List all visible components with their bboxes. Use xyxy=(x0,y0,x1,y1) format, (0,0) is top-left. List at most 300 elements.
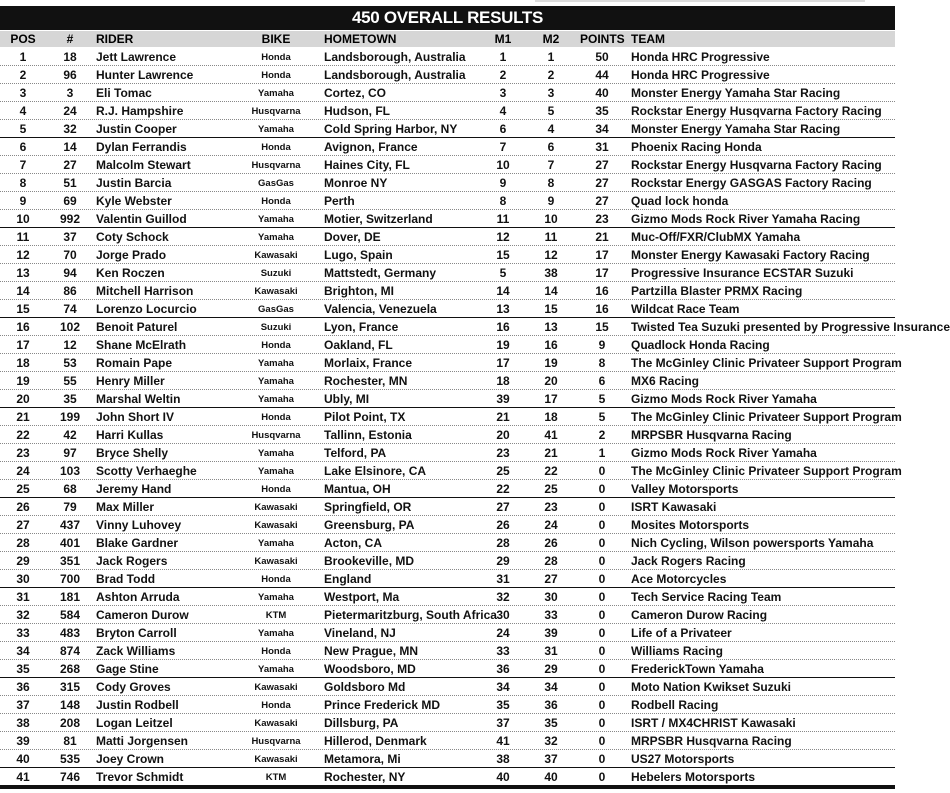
cell-rider: Justin Rodbell xyxy=(96,698,179,712)
cell-number: 268 xyxy=(59,662,81,676)
cell-pos: 7 xyxy=(19,158,27,172)
table-row xyxy=(0,642,895,660)
cell-pos: 4 xyxy=(19,104,27,118)
cell-points: 1 xyxy=(598,446,606,460)
cell-bike: Honda xyxy=(261,340,291,351)
table-row xyxy=(0,390,895,408)
cell-bike: Husqvarna xyxy=(251,106,301,117)
cell-pos: 14 xyxy=(16,284,30,298)
cell-team: Tech Service Racing Team xyxy=(631,590,782,604)
cell-m1: 40 xyxy=(496,770,510,784)
cell-hometown: Rochester, MN xyxy=(324,374,408,388)
cell-number: 700 xyxy=(59,572,81,586)
header-rider: RIDER xyxy=(96,32,134,46)
cell-number: 24 xyxy=(63,104,77,118)
cell-m1: 23 xyxy=(496,446,510,460)
cell-m2: 2 xyxy=(547,68,555,82)
cell-pos: 23 xyxy=(16,446,30,460)
cell-m1: 15 xyxy=(496,248,510,262)
cell-m2: 4 xyxy=(547,122,555,136)
cell-number: 81 xyxy=(63,734,77,748)
cell-m2: 29 xyxy=(544,662,558,676)
cell-points: 2 xyxy=(598,428,606,442)
cell-number: 32 xyxy=(63,122,77,136)
cell-team: Hebelers Motorsports xyxy=(631,770,756,784)
cell-number: 874 xyxy=(59,644,81,658)
cell-bike: KTM xyxy=(265,610,287,621)
cell-bike: Honda xyxy=(261,700,291,711)
cell-hometown: Motier, Switzerland xyxy=(324,212,433,226)
cell-points: 17 xyxy=(595,248,609,262)
cell-number: 27 xyxy=(63,158,77,172)
cell-m1: 32 xyxy=(496,590,510,604)
cell-m2: 7 xyxy=(547,158,555,172)
cell-team: The McGinley Clinic Privateer Support Program xyxy=(631,464,902,478)
cell-pos: 24 xyxy=(16,464,30,478)
cell-points: 0 xyxy=(598,536,606,550)
cell-team: US27 Motorsports xyxy=(631,752,735,766)
cell-number: 37 xyxy=(63,230,77,244)
page-title: 450 OVERALL RESULTS xyxy=(351,8,544,27)
cell-m2: 20 xyxy=(544,374,558,388)
cell-points: 0 xyxy=(598,644,606,658)
cell-m1: 16 xyxy=(496,320,510,334)
cell-rider: Matti Jorgensen xyxy=(96,734,189,748)
cell-rider: Justin Cooper xyxy=(96,122,177,136)
cell-bike: Yamaha xyxy=(258,214,294,225)
cell-points: 0 xyxy=(598,572,606,586)
cell-m1: 26 xyxy=(496,518,510,532)
cell-m2: 8 xyxy=(547,176,555,190)
cell-team: Jack Rogers Racing xyxy=(631,554,746,568)
cell-pos: 29 xyxy=(16,554,30,568)
cell-team: Gizmo Mods Rock River Yamaha xyxy=(631,392,817,406)
cell-team: ISRT / MX4CHRIST Kawasaki xyxy=(631,716,796,730)
cell-hometown: Lake Elsinore, CA xyxy=(324,464,427,478)
cell-team: Quad lock honda xyxy=(631,194,729,208)
cell-number: 51 xyxy=(63,176,77,190)
table-row xyxy=(0,462,902,480)
cell-points: 27 xyxy=(595,194,609,208)
cell-pos: 21 xyxy=(16,410,30,424)
cell-points: 5 xyxy=(598,392,606,406)
cell-hometown: Pietermaritzburg, South Africa xyxy=(324,608,497,622)
cell-bike: Honda xyxy=(261,196,291,207)
cell-rider: Kyle Webster xyxy=(96,194,172,208)
table-row xyxy=(0,210,895,228)
cell-pos: 31 xyxy=(16,590,30,604)
cell-rider: Jorge Prado xyxy=(96,248,167,262)
cell-bike: Honda xyxy=(261,574,291,585)
cell-number: 86 xyxy=(63,284,77,298)
cell-points: 0 xyxy=(598,626,606,640)
cell-hometown: Goldsboro Md xyxy=(324,680,406,694)
cell-rider: Marshal Weltin xyxy=(96,392,181,406)
cell-m2: 13 xyxy=(544,320,558,334)
cell-team: Rodbell Racing xyxy=(631,698,719,712)
cell-hometown: Woodsboro, MD xyxy=(324,662,416,676)
cell-m2: 18 xyxy=(544,410,558,424)
cell-pos: 22 xyxy=(16,428,30,442)
table-row xyxy=(0,588,895,606)
cell-pos: 40 xyxy=(16,752,30,766)
cell-pos: 9 xyxy=(19,194,27,208)
table-row xyxy=(0,174,895,192)
cell-hometown: Mattstedt, Germany xyxy=(324,266,437,280)
cell-hometown: Morlaix, France xyxy=(324,356,413,370)
cell-m2: 41 xyxy=(544,428,558,442)
cell-bike: Yamaha xyxy=(258,124,294,135)
cell-hometown: Hillerod, Denmark xyxy=(324,734,427,748)
cell-m1: 9 xyxy=(499,176,507,190)
cell-rider: Gage Stine xyxy=(96,662,159,676)
table-row xyxy=(0,714,895,732)
cell-rider: Cameron Durow xyxy=(96,608,189,622)
cell-rider: Eli Tomac xyxy=(96,86,152,100)
cell-points: 0 xyxy=(598,662,606,676)
cell-bike: Suzuki xyxy=(260,322,292,333)
cell-points: 40 xyxy=(595,86,609,100)
cell-m1: 33 xyxy=(496,644,510,658)
cell-m1: 30 xyxy=(496,608,510,622)
cell-team: FrederickTown Yamaha xyxy=(631,662,764,676)
cell-m1: 39 xyxy=(496,392,510,406)
cell-rider: Cody Groves xyxy=(96,680,171,694)
cell-team: Progressive Insurance ECSTAR Suzuki xyxy=(631,266,854,280)
cell-number: 199 xyxy=(59,410,81,424)
cell-m2: 25 xyxy=(544,482,558,496)
cell-m2: 19 xyxy=(544,356,558,370)
cell-rider: Blake Gardner xyxy=(96,536,179,550)
cell-team: Monster Energy Yamaha Star Racing xyxy=(631,86,841,100)
cell-m1: 27 xyxy=(496,500,510,514)
title-bar xyxy=(0,6,895,30)
cell-rider: John Short IV xyxy=(96,410,174,424)
cell-m1: 38 xyxy=(496,752,510,766)
table-row xyxy=(0,768,895,786)
cell-m1: 22 xyxy=(496,482,510,496)
cell-m1: 5 xyxy=(499,266,507,280)
cell-m2: 32 xyxy=(544,734,558,748)
cell-bike: Honda xyxy=(261,52,291,63)
cell-bike: Honda xyxy=(261,70,291,81)
cell-bike: Husqvarna xyxy=(251,736,301,747)
cell-m2: 12 xyxy=(544,248,558,262)
cell-number: 96 xyxy=(63,68,77,82)
cell-bike: GasGas xyxy=(258,178,294,189)
cell-m1: 12 xyxy=(496,230,510,244)
cell-team: Ace Motorcycles xyxy=(631,572,727,586)
cell-points: 34 xyxy=(595,122,609,136)
cell-pos: 36 xyxy=(16,680,30,694)
cell-hometown: Telford, PA xyxy=(324,446,387,460)
cell-hometown: Prince Frederick MD xyxy=(324,698,441,712)
cell-pos: 12 xyxy=(16,248,30,262)
cell-m2: 5 xyxy=(547,104,555,118)
cell-rider: Lorenzo Locurcio xyxy=(96,302,197,316)
cell-team: Gizmo Mods Rock River Yamaha xyxy=(631,446,817,460)
table-row xyxy=(0,300,895,318)
cell-m2: 39 xyxy=(544,626,558,640)
cell-points: 0 xyxy=(598,734,606,748)
cell-pos: 33 xyxy=(16,626,30,640)
cell-team: Partzilla Blaster PRMX Racing xyxy=(631,284,803,298)
cell-bike: Yamaha xyxy=(258,592,294,603)
cell-m2: 35 xyxy=(544,716,558,730)
cell-pos: 35 xyxy=(16,662,30,676)
cell-team: Honda HRC Progressive xyxy=(631,50,770,64)
cell-number: 535 xyxy=(59,752,81,766)
table-row xyxy=(0,246,895,264)
cell-m2: 34 xyxy=(544,680,558,694)
cell-m2: 37 xyxy=(544,752,558,766)
cell-bike: Kawasaki xyxy=(254,718,298,729)
table-row xyxy=(0,318,950,336)
cell-number: 70 xyxy=(63,248,77,262)
cell-m2: 22 xyxy=(544,464,558,478)
cell-m2: 38 xyxy=(544,266,558,280)
cell-m2: 10 xyxy=(544,212,558,226)
cell-rider: Brad Todd xyxy=(96,572,156,586)
cell-team: Quadlock Honda Racing xyxy=(631,338,770,352)
cell-team: Mosites Motorsports xyxy=(631,518,750,532)
cell-m2: 21 xyxy=(544,446,558,460)
cell-m1: 13 xyxy=(496,302,510,316)
cell-hometown: Pilot Point, TX xyxy=(324,410,406,424)
cell-hometown: Rochester, NY xyxy=(324,770,406,784)
table-row xyxy=(0,84,895,102)
cell-bike: Kawasaki xyxy=(254,502,298,513)
cell-points: 0 xyxy=(598,680,606,694)
cell-bike: Husqvarna xyxy=(251,160,301,171)
cell-bike: Kawasaki xyxy=(254,556,298,567)
cell-number: 3 xyxy=(66,86,74,100)
cell-hometown: Brookeville, MD xyxy=(324,554,415,568)
cell-hometown: Cold Spring Harbor, NY xyxy=(324,122,458,136)
header-hometown: HOMETOWN xyxy=(324,32,397,46)
cell-number: 14 xyxy=(63,140,77,154)
table-row xyxy=(0,624,895,642)
cell-rider: Logan Leitzel xyxy=(96,716,173,730)
cell-m1: 24 xyxy=(496,626,510,640)
cell-rider: Valentin Guillod xyxy=(96,212,187,226)
cell-hometown: Oakland, FL xyxy=(324,338,393,352)
cell-team: Valley Motorsports xyxy=(631,482,739,496)
cell-rider: Romain Pape xyxy=(96,356,173,370)
cell-m1: 10 xyxy=(496,158,510,172)
cell-m1: 18 xyxy=(496,374,510,388)
cell-pos: 38 xyxy=(16,716,30,730)
cell-rider: Ken Roczen xyxy=(96,266,165,280)
cell-hometown: Landsborough, Australia xyxy=(324,68,466,82)
cell-rider: Trevor Schmidt xyxy=(96,770,184,784)
cell-team: Cameron Durow Racing xyxy=(631,608,768,622)
cell-team: Honda HRC Progressive xyxy=(631,68,770,82)
cell-team: Life of a Privateer xyxy=(631,626,732,640)
cell-pos: 13 xyxy=(16,266,30,280)
cell-pos: 1 xyxy=(19,50,27,64)
cell-hometown: Acton, CA xyxy=(324,536,382,550)
cell-m1: 6 xyxy=(499,122,507,136)
cell-team: Monster Energy Kawasaki Factory Racing xyxy=(631,248,870,262)
cell-m1: 20 xyxy=(496,428,510,442)
cell-m1: 25 xyxy=(496,464,510,478)
table-row xyxy=(0,552,895,570)
cell-points: 31 xyxy=(595,140,609,154)
table-row xyxy=(0,570,895,588)
cell-m2: 26 xyxy=(544,536,558,550)
cell-hometown: England xyxy=(324,572,372,586)
cell-points: 6 xyxy=(598,374,606,388)
table-row xyxy=(0,696,895,714)
cell-bike: Honda xyxy=(261,142,291,153)
bottom-rule xyxy=(0,785,895,789)
cell-bike: Honda xyxy=(261,646,291,657)
cell-points: 17 xyxy=(595,266,609,280)
table-row xyxy=(0,228,895,246)
cell-hometown: Monroe NY xyxy=(324,176,388,190)
cell-pos: 25 xyxy=(16,482,30,496)
cell-points: 9 xyxy=(598,338,606,352)
cell-team: The McGinley Clinic Privateer Support Program xyxy=(631,410,902,424)
cell-m2: 9 xyxy=(547,194,555,208)
table-row xyxy=(0,408,902,426)
cell-points: 15 xyxy=(595,320,609,334)
table-row xyxy=(0,444,895,462)
cell-pos: 34 xyxy=(16,644,30,658)
cell-m2: 23 xyxy=(544,500,558,514)
cell-pos: 5 xyxy=(19,122,27,136)
cell-rider: Jeremy Hand xyxy=(96,482,172,496)
cell-rider: R.J. Hampshire xyxy=(96,104,184,118)
cell-pos: 16 xyxy=(16,320,30,334)
cell-points: 0 xyxy=(598,698,606,712)
cell-bike: Yamaha xyxy=(258,628,294,639)
cell-team: Muc-Off/FXR/ClubMX Yamaha xyxy=(631,230,801,244)
cell-m1: 31 xyxy=(496,572,510,586)
cell-m2: 24 xyxy=(544,518,558,532)
cell-bike: KTM xyxy=(265,772,287,783)
cell-bike: Yamaha xyxy=(258,358,294,369)
cell-number: 53 xyxy=(63,356,77,370)
table-row xyxy=(0,660,895,678)
cell-m2: 30 xyxy=(544,590,558,604)
column-header-row xyxy=(0,31,895,47)
cell-pos: 10 xyxy=(16,212,30,226)
cell-pos: 28 xyxy=(16,536,30,550)
cell-m2: 15 xyxy=(544,302,558,316)
table-row xyxy=(0,192,895,210)
cell-hometown: Avignon, France xyxy=(324,140,418,154)
header-m2: M2 xyxy=(542,32,560,46)
cell-hometown: Ubly, MI xyxy=(324,392,370,406)
cell-pos: 19 xyxy=(16,374,30,388)
table-row xyxy=(0,354,902,372)
cell-hometown: Haines City, FL xyxy=(324,158,410,172)
cell-number: 401 xyxy=(59,536,81,550)
cell-hometown: New Prague, MN xyxy=(324,644,419,658)
cell-team: Rockstar Energy GASGAS Factory Racing xyxy=(631,176,872,190)
cell-pos: 17 xyxy=(16,338,30,352)
cell-hometown: Mantua, OH xyxy=(324,482,391,496)
cell-rider: Henry Miller xyxy=(96,374,165,388)
cell-hometown: Westport, Ma xyxy=(324,590,400,604)
cell-bike: GasGas xyxy=(258,304,294,315)
table-row xyxy=(0,48,895,66)
cell-team: Williams Racing xyxy=(631,644,723,658)
header-team: TEAM xyxy=(631,32,665,46)
cell-hometown: Metamora, Mi xyxy=(324,752,401,766)
cell-bike: Kawasaki xyxy=(254,250,298,261)
table-row xyxy=(0,750,895,768)
cell-bike: Kawasaki xyxy=(254,754,298,765)
cell-bike: Yamaha xyxy=(258,538,294,549)
cell-m2: 14 xyxy=(544,284,558,298)
cell-number: 148 xyxy=(59,698,81,712)
cell-pos: 3 xyxy=(19,86,27,100)
cell-bike: Kawasaki xyxy=(254,286,298,297)
cell-pos: 26 xyxy=(16,500,30,514)
cell-m1: 29 xyxy=(496,554,510,568)
header-m1: M1 xyxy=(494,32,512,46)
cell-rider: Joey Crown xyxy=(96,752,165,766)
cell-points: 0 xyxy=(598,716,606,730)
cell-number: 992 xyxy=(59,212,81,226)
cell-hometown: Cortez, CO xyxy=(324,86,387,100)
table-row xyxy=(0,282,895,300)
cell-bike: Honda xyxy=(261,484,291,495)
cell-m2: 36 xyxy=(544,698,558,712)
cell-number: 12 xyxy=(63,338,77,352)
cell-hometown: Valencia, Venezuela xyxy=(324,302,437,316)
cell-points: 44 xyxy=(595,68,609,82)
cell-m2: 11 xyxy=(544,230,558,244)
cell-team: Rockstar Energy Husqvarna Factory Racing xyxy=(631,158,882,172)
cell-hometown: Perth xyxy=(324,194,355,208)
cell-rider: Shane McElrath xyxy=(96,338,187,352)
cell-number: 437 xyxy=(59,518,81,532)
cell-bike: Yamaha xyxy=(258,466,294,477)
table-row xyxy=(0,498,895,516)
cell-rider: Vinny Luhovey xyxy=(96,518,182,532)
cell-m1: 36 xyxy=(496,662,510,676)
header-bike: BIKE xyxy=(261,32,291,46)
cell-pos: 39 xyxy=(16,734,30,748)
cell-bike: Yamaha xyxy=(258,394,294,405)
cell-rider: Benoit Paturel xyxy=(96,320,178,334)
cell-pos: 32 xyxy=(16,608,30,622)
cell-m1: 4 xyxy=(499,104,507,118)
header-number: # xyxy=(66,32,74,46)
cell-points: 0 xyxy=(598,770,606,784)
header-pos: POS xyxy=(10,32,36,46)
cell-bike: Kawasaki xyxy=(254,520,298,531)
cell-hometown: Greensburg, PA xyxy=(324,518,415,532)
cell-bike: Yamaha xyxy=(258,376,294,387)
cell-team: Nich Cycling, Wilson powersports Yamaha xyxy=(631,536,874,550)
cell-points: 0 xyxy=(598,752,606,766)
cell-m1: 34 xyxy=(496,680,510,694)
cell-rider: Scotty Verhaeghe xyxy=(96,464,197,478)
cell-points: 21 xyxy=(595,230,609,244)
cell-bike: Husqvarna xyxy=(251,430,301,441)
cell-team: MRPSBR Husqvarna Racing xyxy=(631,428,792,442)
cell-m2: 40 xyxy=(544,770,558,784)
cell-rider: Jack Rogers xyxy=(96,554,168,568)
cell-number: 181 xyxy=(59,590,81,604)
table-row xyxy=(0,732,895,750)
cell-rider: Coty Schock xyxy=(96,230,169,244)
